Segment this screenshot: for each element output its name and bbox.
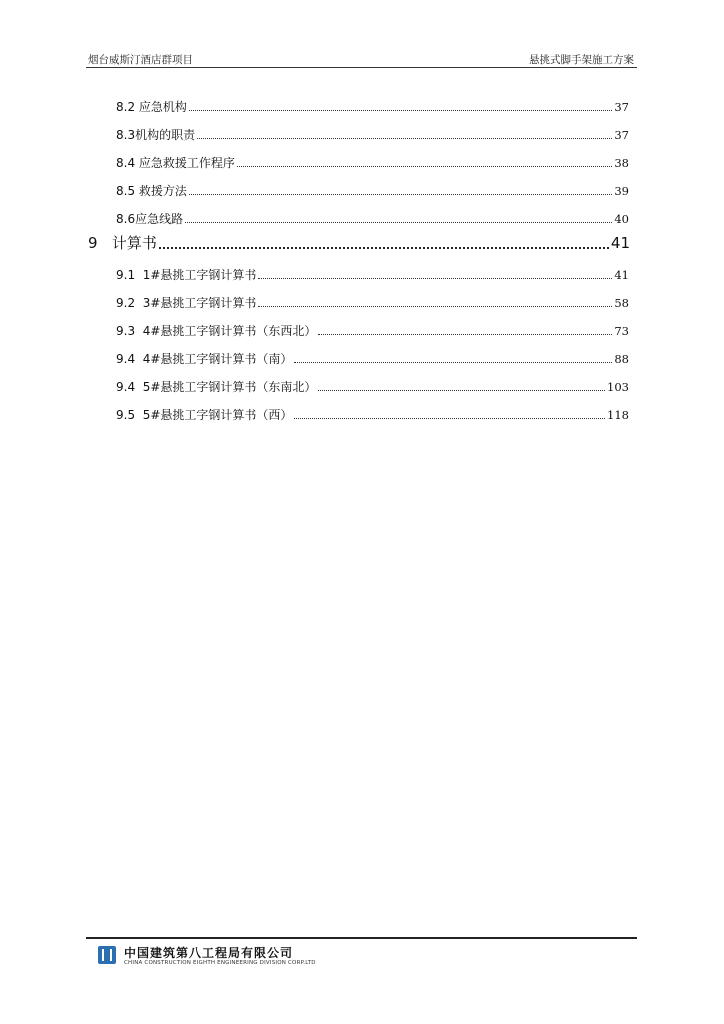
toc-entry[interactable]	[116, 152, 629, 170]
toc-entry-title: 5#悬挑工字钢计算书（西）	[142, 408, 293, 422]
toc-dot-leader	[197, 138, 612, 139]
toc-dot-leader	[159, 247, 609, 249]
toc-entry-page: 41	[610, 234, 630, 252]
footer-company-name: 中国建筑第八工程局有限公司	[124, 946, 294, 960]
toc-entry-title: 应急线路	[135, 212, 184, 226]
toc-dot-leader	[237, 166, 612, 167]
company-logo-icon	[98, 946, 116, 964]
toc-entry-number: 8.5	[116, 184, 139, 198]
toc-dot-leader	[318, 334, 612, 335]
toc-entry-chapter[interactable]	[88, 234, 630, 252]
toc-entry-title: 应急机构	[138, 100, 187, 114]
toc-entry-title: 应急救援工作程序	[138, 156, 235, 170]
toc-entry-page: 39	[614, 184, 629, 198]
toc-dot-leader	[185, 222, 612, 223]
toc-entry-title: 4#悬挑工字钢计算书（东西北）	[142, 324, 317, 338]
toc-entry-page: 40	[614, 212, 629, 226]
toc-entry-number: 9.5	[116, 408, 143, 422]
toc-dot-leader	[258, 278, 612, 279]
toc-entry-page: 41	[614, 268, 629, 282]
toc-entry[interactable]	[116, 348, 629, 366]
toc-entry[interactable]	[116, 124, 629, 142]
toc-entry-title: 3#悬挑工字钢计算书	[142, 296, 257, 310]
toc-entry-page: 73	[614, 324, 629, 338]
toc-entry-number: 9.3	[116, 324, 143, 338]
header-project-name: 烟台威斯汀酒店群项目	[88, 54, 193, 66]
toc-entry-page: 103	[607, 380, 629, 394]
toc-dot-leader	[189, 194, 612, 195]
toc-entry-page: 37	[614, 100, 629, 114]
toc-dot-leader	[258, 306, 612, 307]
toc-entry-number: 9	[88, 234, 112, 252]
header-divider	[86, 67, 637, 68]
toc-dot-leader	[294, 362, 612, 363]
toc-entry-number: 8.4	[116, 156, 139, 170]
toc-entry-number: 9.2	[116, 296, 143, 310]
toc-entry-title: 机构的职责	[135, 128, 196, 142]
toc-dot-leader	[294, 418, 605, 419]
toc-entry-page: 88	[614, 352, 629, 366]
toc-entry[interactable]	[116, 208, 629, 226]
toc-entry-page: 118	[607, 408, 629, 422]
toc-entry-page: 38	[614, 156, 629, 170]
toc-entry[interactable]	[116, 376, 629, 394]
toc-entry-title: 计算书	[111, 234, 157, 252]
toc-entry-title: 救援方法	[138, 184, 187, 198]
toc-entry[interactable]	[116, 96, 629, 114]
toc-entry[interactable]	[116, 180, 629, 198]
toc-entry-title: 1#悬挑工字钢计算书	[142, 268, 257, 282]
toc-entry-number: 9.1	[116, 268, 143, 282]
toc-entry-number: 9.4	[116, 352, 143, 366]
toc-entry[interactable]	[116, 320, 629, 338]
toc-entry-number: 8.6	[116, 212, 136, 226]
toc-entry-title: 4#悬挑工字钢计算书（南）	[142, 352, 293, 366]
toc-entry-number: 8.3	[116, 128, 136, 142]
toc-entry-number: 9.4	[116, 380, 143, 394]
toc-entry-title: 5#悬挑工字钢计算书（东南北）	[142, 380, 317, 394]
toc-dot-leader	[318, 390, 605, 391]
toc-entry[interactable]	[116, 404, 629, 422]
toc-entry[interactable]	[116, 264, 629, 282]
header-document-title: 悬挑式脚手架施工方案	[529, 54, 634, 66]
toc-entry-number: 8.2	[116, 100, 139, 114]
toc-entry-page: 58	[614, 296, 629, 310]
toc-entry[interactable]	[116, 292, 629, 310]
toc-entry-page: 37	[614, 128, 629, 142]
footer-company-name-english: CHINA CONSTRUCTION EIGHTH ENGINEERING DIVISION CORP.LTD	[124, 960, 316, 966]
footer-divider	[86, 937, 637, 939]
toc-dot-leader	[189, 110, 612, 111]
